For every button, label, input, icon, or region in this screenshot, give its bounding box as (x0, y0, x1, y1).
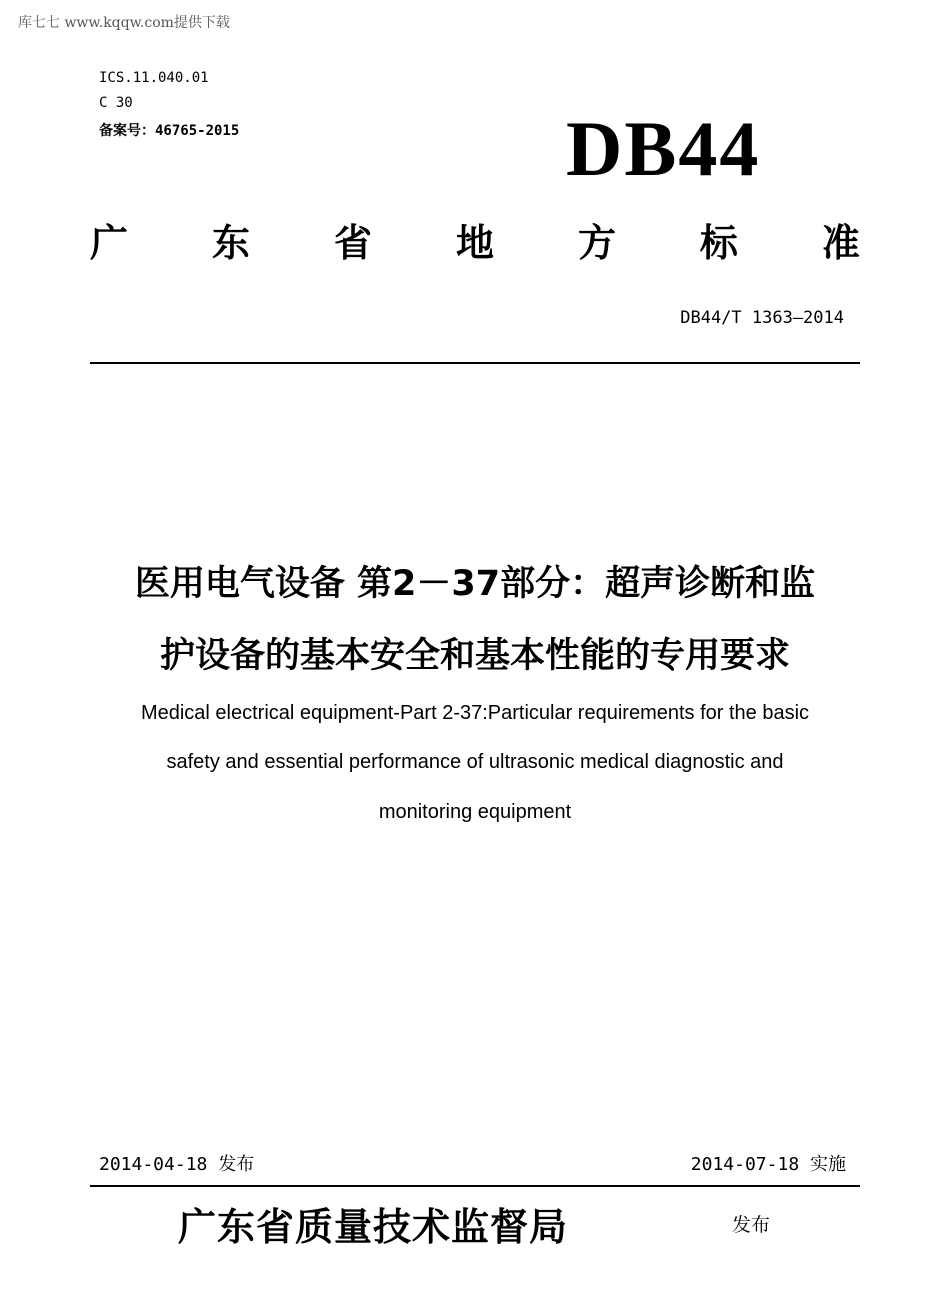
issuer-name: 广东省质量技术监督局 (178, 1204, 569, 1249)
title-en-line1: Medical electrical equipment-Part 2-37:Particular requirements for the basic (140, 702, 810, 724)
record-number: 备案号：46765-2015 (99, 123, 240, 139)
standard-type-char: 地 (455, 221, 494, 265)
title-cn-line1: 医用电气设备 第2－37部分：超声诊断和监 (134, 564, 816, 604)
top-divider (90, 362, 860, 364)
title-cn-line2: 护设备的基本安全和基本性能的专用要求 (159, 636, 790, 676)
standard-type-title (90, 212, 860, 267)
standard-type-char: 东 (211, 221, 250, 265)
standard-type-char: 标 (699, 221, 738, 265)
issue-date: 2014-04-18 发布 (99, 1154, 255, 1175)
standard-code-logo: DB44 (566, 105, 761, 192)
standard-type-char: 准 (821, 221, 860, 265)
ccs-code: C 30 (99, 95, 133, 111)
title-en-line2: safety and essential performance of ultrasonic medical diagnostic and (166, 751, 784, 773)
title-en-line3: monitoring equipment (378, 801, 572, 823)
ics-code: ICS.11.040.01 (99, 70, 209, 86)
standard-type-char: 方 (577, 221, 616, 265)
implementation-date: 2014-07-18 实施 (690, 1154, 846, 1175)
standard-type-char: 省 (333, 221, 372, 265)
bottom-divider (90, 1185, 860, 1187)
standard-number: DB44/T 1363—2014 (680, 308, 844, 328)
standard-type-char: 广 (90, 221, 129, 265)
issuer-label: 发布 (732, 1214, 771, 1236)
watermark-text: 库七七 www.kqqw.com提供下载 (18, 15, 230, 31)
